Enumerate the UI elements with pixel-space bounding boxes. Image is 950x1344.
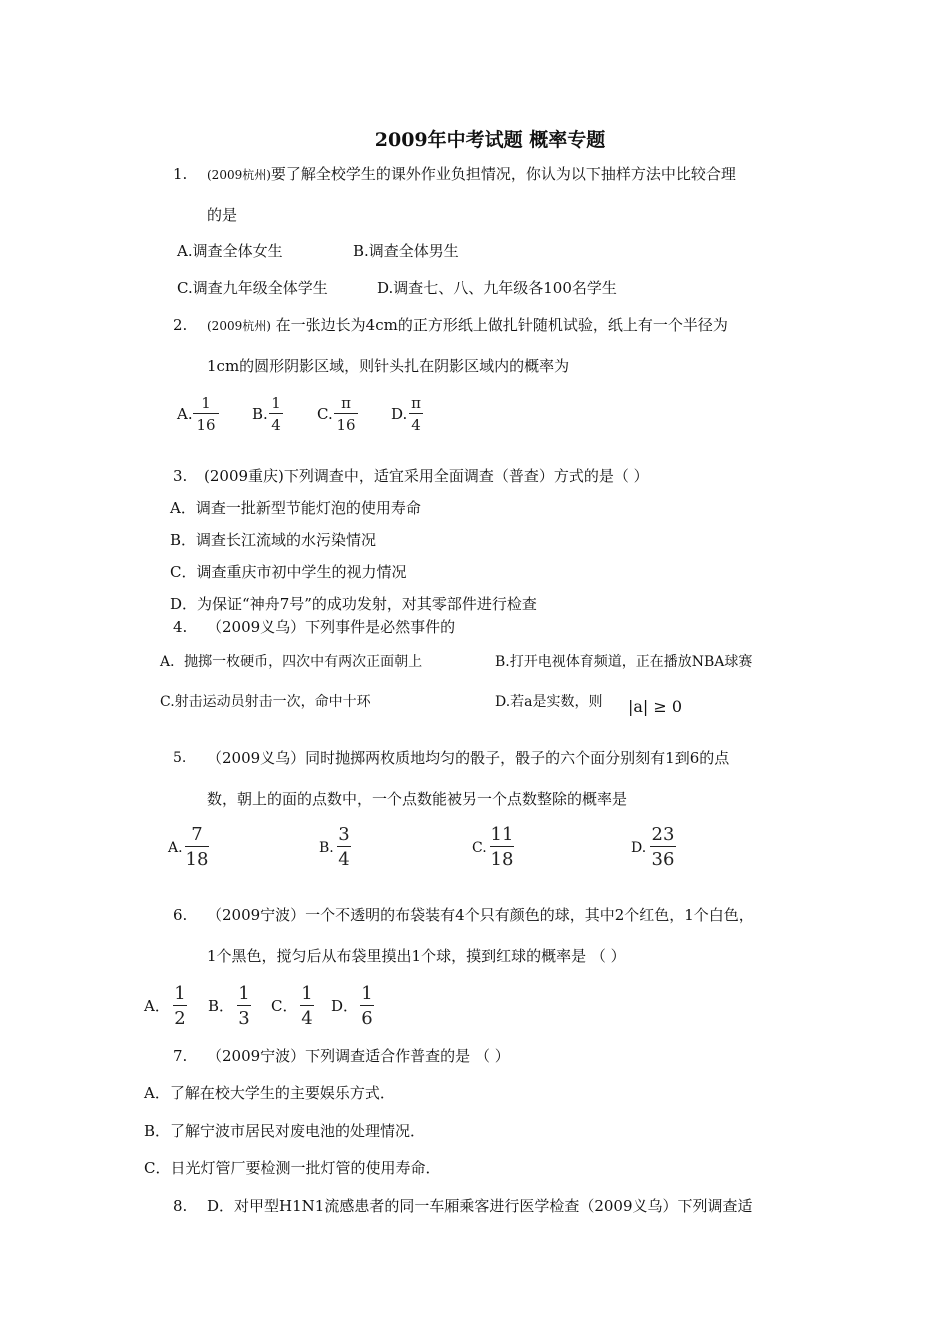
fraction-numerator: 1 xyxy=(238,983,250,1004)
fraction-denominator: 16 xyxy=(196,416,216,434)
q6-option-b-label: B． xyxy=(208,997,235,1015)
q3-option-d: D．为保证“神舟7号”的成功发射，对其零部件进行检查 xyxy=(170,595,537,613)
q5-option-c-fraction xyxy=(490,824,514,870)
q2-text2: 1cm的圆形阴影区域，则针头扎在阴影区域内的概率为 xyxy=(207,357,570,375)
fraction-denominator: 3 xyxy=(238,1008,250,1029)
q8-text: D．对甲型H1N1流感患者的同一车厢乘客进行医学检查（2009义乌）下列调查适 xyxy=(207,1197,753,1215)
q5-option-d-label: D. xyxy=(631,840,647,856)
q2-option-b-fraction xyxy=(269,394,283,434)
q3-option-c: C．调查重庆市初中学生的视力情况 xyxy=(170,563,407,581)
q2-number: 2. xyxy=(173,316,188,334)
q6-option-c-fraction xyxy=(300,983,314,1029)
q2-option-c-label: C. xyxy=(317,405,333,423)
q7-text: （2009宁波）下列调查适合作普查的是 （ ） xyxy=(207,1047,510,1065)
q2-option-a-label: A. xyxy=(177,405,193,423)
fraction-denominator: 2 xyxy=(174,1008,186,1029)
q3-text: (2009重庆)下列调查中，适宜采用全面调查（普查）方式的是（ ） xyxy=(204,467,649,485)
q2-option-d-label: D. xyxy=(391,405,408,423)
q4-option-d-math: |a| ≥ 0 xyxy=(628,697,683,716)
fraction-denominator: 16 xyxy=(336,416,356,434)
q2-source: (2009杭州) xyxy=(207,319,271,333)
fraction-numerator: 3 xyxy=(338,824,350,845)
fraction-numerator: π xyxy=(411,394,421,412)
q4-option-c: C.射击运动员射击一次，命中十环 xyxy=(160,694,371,710)
q1-option-b: B.调查全体男生 xyxy=(353,242,459,260)
q1-option-a: A.调查全体女生 xyxy=(177,242,283,260)
q3-number: 3. xyxy=(173,467,188,485)
q7-option-b: B．了解宁波市居民对废电池的处理情况． xyxy=(144,1122,426,1140)
fraction-numerator: 1 xyxy=(301,983,313,1004)
q5-option-a-fraction xyxy=(185,824,209,870)
q1-text1: 要了解全校学生的课外作业负担情况，你认为以下抽样方法中比较合理 xyxy=(270,165,736,183)
page-title: 2009年中考试题 概率专题 xyxy=(374,129,606,151)
q5-text1: （2009义乌）同时抛掷两枚质地均匀的骰子，骰子的六个面分别刻有1到6的点 xyxy=(207,749,730,767)
q5-number: 5. xyxy=(173,750,187,766)
q5-text2: 数，朝上的面的点数中，一个点数能被另一个点数整除的概率是 xyxy=(207,790,628,808)
q1-line1 xyxy=(207,164,736,185)
q6-number: 6. xyxy=(173,906,188,924)
fraction-denominator: 18 xyxy=(185,849,209,870)
q4-option-a: A．抛掷一枚硬币，四次中有两次正面朝上 xyxy=(160,654,423,670)
q2-option-d-fraction xyxy=(409,394,423,434)
q7-option-c: C．日光灯管厂要检测一批灯管的使用寿命． xyxy=(144,1159,441,1177)
q6-option-c-label: C． xyxy=(271,997,298,1015)
q5-option-a-label: A. xyxy=(168,840,183,856)
fraction-numerator: 23 xyxy=(651,824,675,845)
fraction-numerator: 11 xyxy=(490,824,514,845)
fraction-denominator: 4 xyxy=(271,416,281,434)
q4-number: 4. xyxy=(173,618,188,636)
fraction-denominator: 4 xyxy=(411,416,421,434)
q7-option-a: A．了解在校大学生的主要娱乐方式． xyxy=(144,1084,395,1102)
q2-line1 xyxy=(207,315,728,336)
fraction-numerator: 1 xyxy=(201,394,211,412)
fraction-denominator: 4 xyxy=(338,849,350,870)
q1-source: (2009杭州) xyxy=(207,168,271,182)
q2-option-b-label: B. xyxy=(252,405,268,423)
fraction-denominator: 6 xyxy=(361,1008,373,1029)
fraction-denominator: 36 xyxy=(651,849,675,870)
q6-text1: （2009宁波）一个不透明的布袋装有4个只有颜色的球，其中2个红色，1个白色， xyxy=(207,906,754,924)
q5-option-b-fraction xyxy=(337,824,351,870)
q1-option-d: D.调查七、八、九年级各100名学生 xyxy=(377,279,617,297)
q6-option-b-fraction xyxy=(237,983,251,1029)
fraction-numerator: 1 xyxy=(361,983,373,1004)
q1-text2: 的是 xyxy=(207,206,238,224)
q5-option-b-label: B. xyxy=(319,840,334,856)
q6-option-a-label: A． xyxy=(144,997,170,1015)
q3-option-b: B．调查长江流域的水污染情况 xyxy=(170,531,377,549)
q3-option-a: A．调查一批新型节能灯泡的使用寿命 xyxy=(170,499,421,517)
fraction-denominator: 18 xyxy=(490,849,514,870)
q6-option-d-fraction xyxy=(360,983,374,1029)
q6-option-d-label: D． xyxy=(331,997,359,1015)
q4-option-d: D.若a是实数，则 xyxy=(495,694,603,710)
q1-number: 1. xyxy=(173,165,188,183)
q2-option-a-fraction xyxy=(193,394,219,434)
q5-option-c-label: C. xyxy=(472,840,487,856)
q2-text1: 在一张边长为4cm的正方形纸上做扎针随机试验，纸上有一个半径为 xyxy=(270,316,728,334)
q4-text: （2009义乌）下列事件是必然事件的 xyxy=(207,618,456,636)
q7-number: 7. xyxy=(173,1047,188,1065)
q5-option-d-fraction xyxy=(650,824,676,870)
fraction-denominator: 4 xyxy=(301,1008,313,1029)
fraction-numerator: 7 xyxy=(191,824,203,845)
fraction-numerator: 1 xyxy=(271,394,281,412)
q8-number: 8. xyxy=(173,1197,188,1215)
fraction-numerator: π xyxy=(341,394,351,412)
q6-option-a-fraction xyxy=(173,983,187,1029)
fraction-numerator: 1 xyxy=(174,983,186,1004)
q6-text2: 1个黑色，搅匀后从布袋里摸出1个球，摸到红球的概率是 （ ） xyxy=(207,947,626,965)
q4-option-b: B.打开电视体育频道，正在播放NBA球赛 xyxy=(495,654,753,670)
q1-option-c: C.调查九年级全体学生 xyxy=(177,279,328,297)
q2-option-c-fraction xyxy=(334,394,358,434)
